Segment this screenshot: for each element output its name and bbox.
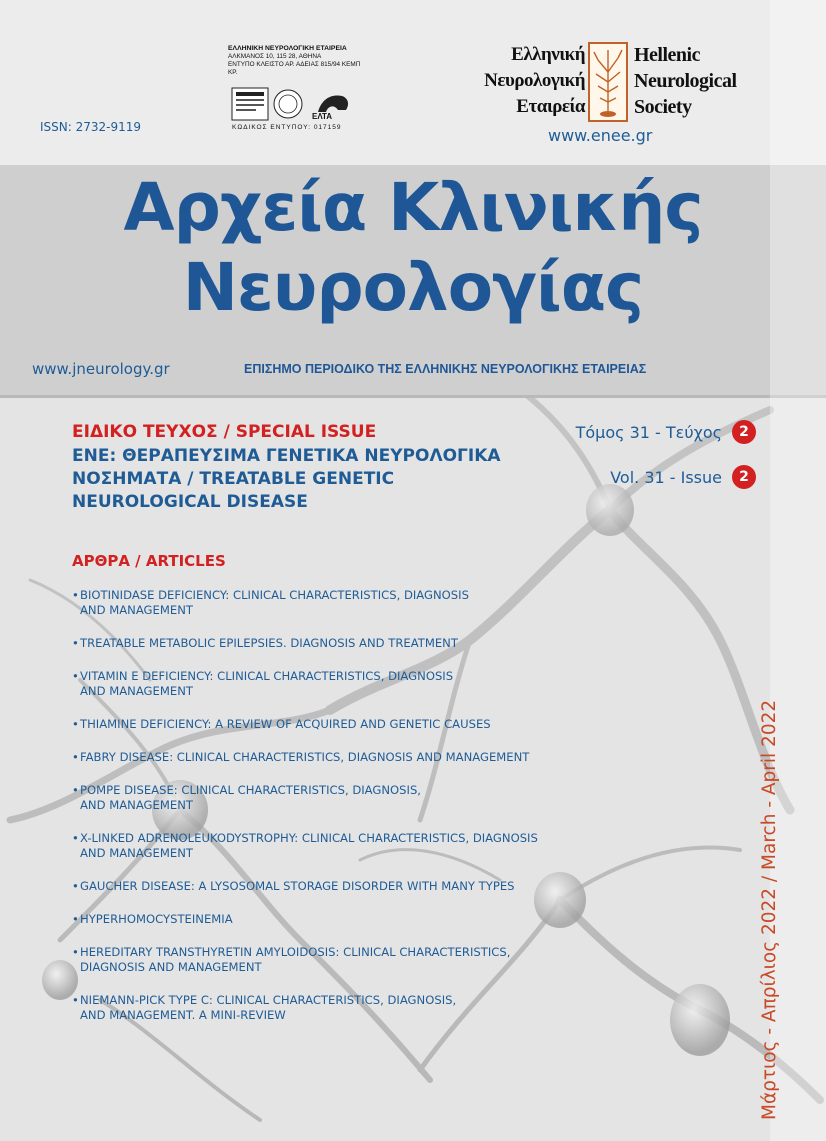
article-title-line: AND MANAGEMENT: [80, 846, 193, 860]
postal-permit: ΕΝΤΥΠΟ ΚΛΕΙΣΤΟ ΑΡ. ΑΔΕΙΑΣ 815/94 ΚΕΜΠ ΚΡ.: [228, 61, 361, 76]
journal-title-line: Νευρολογίας: [182, 249, 644, 326]
elta-label: ΕΛΤΑ: [312, 112, 333, 121]
journal-website-link[interactable]: www.jneurology.gr: [32, 360, 170, 378]
article-item[interactable]: [72, 831, 592, 861]
society-name-greek: [440, 42, 585, 120]
article-item[interactable]: [72, 945, 592, 975]
issue-theme-line: NEUROLOGICAL DISEASE: [72, 492, 308, 512]
title-band-divider: [0, 395, 826, 398]
society-english-line: Society: [634, 96, 692, 118]
article-item[interactable]: [72, 879, 592, 894]
article-title-line: FABRY DISEASE: CLINICAL CHARACTERISTICS, DIAGNOSIS AND MANAGEMENT: [80, 750, 530, 764]
issue-number-badge: 2: [732, 420, 756, 444]
issue-theme-line: ΝΟΣΗΜΑΤΑ / TREATABLE GENETIC: [72, 469, 395, 489]
volume-greek: [576, 420, 756, 444]
issn-number: ISSN: 2732-9119: [40, 120, 142, 134]
journal-title: [0, 168, 826, 328]
article-item[interactable]: [72, 717, 592, 732]
article-title-line: HYPERHOMOCYSTEINEMIA: [80, 912, 233, 926]
postage-stamps-icon: [230, 86, 358, 122]
article-title-line: DIAGNOSIS AND MANAGEMENT: [80, 960, 262, 974]
article-title-line: TREATABLE METABOLIC EPILEPSIES. DIAGNOSIS AND TREATMENT: [80, 636, 458, 650]
postal-society: ΕΛΛΗΝΙΚΗ ΝΕΥΡΟΛΟΓΙΚΗ ΕΤΑΙΡΕΙΑ: [228, 45, 347, 52]
volume-english: [610, 465, 756, 489]
society-website-link[interactable]: www.enee.gr: [548, 126, 653, 145]
volume-greek-text: Τόμος 31 - Τεύχος: [575, 422, 722, 442]
article-item[interactable]: [72, 912, 592, 927]
society-english-line: Hellenic: [634, 44, 700, 66]
postal-address: ΑΛΚΜΑΝΟΣ 10, 115 28, ΑΘΗΝΑ: [228, 53, 322, 60]
article-title-line: AND MANAGEMENT: [80, 603, 193, 617]
issue-number-badge: 2: [732, 465, 756, 489]
postal-code: ΚΩΔΙΚΟΣ ΕΝΤΥΠΟΥ: 017159: [232, 124, 342, 131]
issue-theme: [72, 445, 542, 514]
society-logo-icon: [588, 42, 628, 122]
article-item[interactable]: [72, 588, 592, 618]
society-greek-line: Ελληνική: [511, 44, 585, 65]
journal-title-line: Αρχεία Κλινικής: [123, 169, 703, 246]
article-list: [72, 588, 592, 1041]
article-title-line: VITAMIN E DEFICIENCY: CLINICAL CHARACTERISTICS, DIAGNOSIS: [80, 669, 454, 683]
articles-heading: ΑΡΘΡΑ / ARTICLES: [72, 552, 226, 570]
society-english-line: Neurological: [634, 70, 737, 92]
article-title-line: BIOTINIDASE DEFICIENCY: CLINICAL CHARACTERISTICS, DIAGNOSIS: [80, 588, 469, 602]
article-item[interactable]: [72, 993, 592, 1023]
article-item[interactable]: [72, 750, 592, 765]
volume-english-text: Vol. 31 - Issue: [610, 467, 722, 487]
article-title-line: NIEMANN-PICK TYPE C: CLINICAL CHARACTERISTICS, DIAGNOSIS,: [80, 993, 457, 1007]
article-title-line: HEREDITARY TRANSTHYRETIN AMYLOIDOSIS: CLINICAL CHARACTERISTICS,: [80, 945, 511, 959]
official-journal-subtitle: ΕΠΙΣΗΜΟ ΠΕΡΙΟΔΙΚΟ ΤΗΣ ΕΛΛΗΝΙΚΗΣ ΝΕΥΡΟΛΟΓΙΚΗΣ ΕΤΑΙΡΕΙΑΣ: [244, 362, 647, 376]
society-greek-line: Νευρολογική: [484, 70, 585, 91]
postal-info: [228, 45, 368, 77]
article-item[interactable]: [72, 669, 592, 699]
society-greek-line: Εταιρεία: [516, 96, 585, 117]
article-title-line: AND MANAGEMENT. A MINI-REVIEW: [80, 1008, 286, 1022]
article-title-line: X-LINKED ADRENOLEUKODYSTROPHY: CLINICAL CHARACTERISTICS, DIAGNOSIS: [80, 831, 538, 845]
article-item[interactable]: [72, 636, 592, 651]
issue-theme-line: ΕΝΕ: ΘΕΡΑΠΕΥΣΙΜΑ ΓΕΝΕΤΙΚΑ ΝΕΥΡΟΛΟΓΙΚΑ: [72, 446, 501, 466]
society-name-english: [634, 42, 784, 120]
article-item[interactable]: [72, 783, 592, 813]
article-title-line: AND MANAGEMENT: [80, 798, 193, 812]
special-issue-label: ΕΙΔΙΚΟ ΤΕΥΧΟΣ / SPECIAL ISSUE: [72, 422, 377, 442]
issue-date-spine: Μάρτιος - Απρίλιος 2022 / March - April 2022: [759, 699, 780, 1120]
article-title-line: POMPE DISEASE: CLINICAL CHARACTERISTICS, DIAGNOSIS,: [80, 783, 421, 797]
article-title-line: GAUCHER DISEASE: A LYSOSOMAL STORAGE DISORDER WITH MANY TYPES: [80, 879, 515, 893]
article-title-line: AND MANAGEMENT: [80, 684, 193, 698]
article-title-line: THIAMINE DEFICIENCY: A REVIEW OF ACQUIRED AND GENETIC CAUSES: [80, 717, 491, 731]
